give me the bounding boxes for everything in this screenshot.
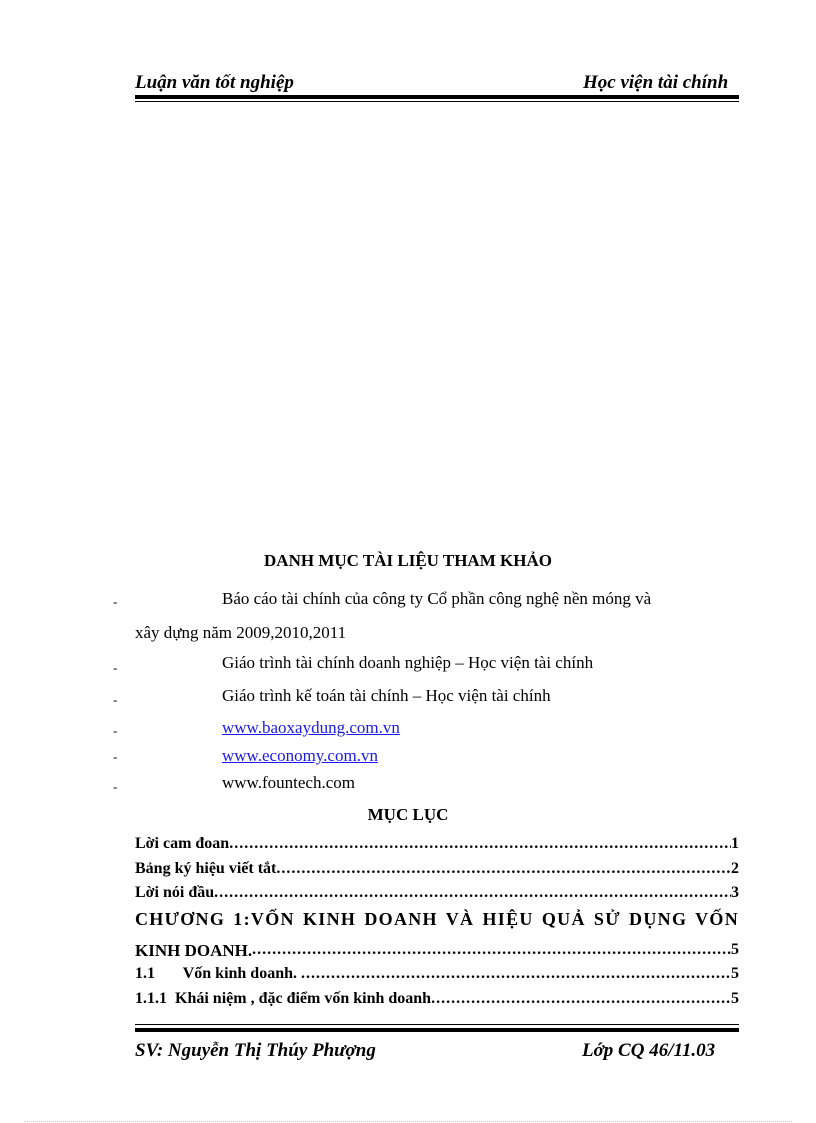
toc-leader <box>301 965 731 983</box>
toc-leader <box>431 990 731 1008</box>
reference-bullet: - <box>113 692 118 707</box>
reference-item: www.fountech.com <box>222 773 355 792</box>
toc-entry[interactable] <box>135 941 739 961</box>
footer-class-code: Lớp CQ 46/11.03 <box>582 1040 716 1061</box>
toc-leader <box>252 941 731 961</box>
toc-leader <box>229 835 731 853</box>
toc-leader <box>214 884 731 902</box>
toc-entry-page: 5 <box>731 941 739 958</box>
reference-item: Giáo trình tài chính doanh nghiệp – Học viện tài chính <box>222 653 594 672</box>
header-rule-thin <box>135 101 739 102</box>
reference-bullet: - <box>113 660 118 675</box>
toc-entry-label: Lời cam đoan <box>135 835 230 852</box>
footer-rule-thin <box>135 1024 739 1025</box>
toc-entry-label: 1.1 Vốn kinh doanh. <box>135 965 301 982</box>
toc-entry-label: Bảng ký hiệu viết tắt <box>135 860 277 877</box>
reference-item-continued: xây dựng năm 2009,2010,2011 <box>135 623 347 642</box>
running-header-left: Luận văn tốt nghiệp <box>135 72 294 93</box>
toc-title: MỤC LỤC <box>367 805 449 824</box>
toc-entry[interactable] <box>135 860 739 878</box>
reference-bullet: - <box>113 749 118 764</box>
reference-item: Giáo trình kế toán tài chính – Học viện tài chính <box>222 686 551 705</box>
references-title: DANH MỤC TÀI LIỆU THAM KHẢO <box>264 551 552 570</box>
reference-link-baoxaydung[interactable]: www.baoxaydung.com.vn <box>222 718 400 737</box>
toc-entry[interactable] <box>135 965 739 983</box>
page-edge <box>24 1121 792 1122</box>
reference-link-economy[interactable]: www.economy.com.vn <box>222 746 378 765</box>
running-header-right: Học viện tài chính <box>583 72 729 93</box>
toc-entry-page: 2 <box>731 860 739 877</box>
reference-bullet: - <box>113 779 118 794</box>
footer-rule-thick <box>135 1028 739 1032</box>
toc-entry-label: 1.1.1 Khái niệm , đặc điểm vốn kinh doanh <box>135 990 432 1007</box>
toc-chapter-heading[interactable]: CHƯƠNG 1:VỐN KINH DOANH VÀ HIỆU QUẢ SỬ DỤNG VỐN <box>135 909 739 929</box>
toc-entry-page: 1 <box>731 835 739 852</box>
reference-bullet: - <box>113 594 118 609</box>
reference-item: Báo cáo tài chính của công ty Cổ phần công nghệ nền móng và <box>222 589 652 608</box>
reference-bullet: - <box>113 723 118 738</box>
toc-entry[interactable] <box>135 884 739 902</box>
toc-entry[interactable] <box>135 835 739 853</box>
toc-leader <box>276 860 731 878</box>
toc-entry[interactable] <box>135 990 739 1008</box>
toc-entry-page: 5 <box>731 990 739 1007</box>
header-rule-thick <box>135 95 739 99</box>
footer-student-name: SV: Nguyễn Thị Thúy Phượng <box>135 1040 376 1061</box>
toc-entry-page: 5 <box>731 965 739 982</box>
toc-entry-label: KINH DOANH. <box>135 941 253 960</box>
toc-entry-page: 3 <box>731 884 739 901</box>
toc-entry-label: Lời nói đầu <box>135 884 215 901</box>
